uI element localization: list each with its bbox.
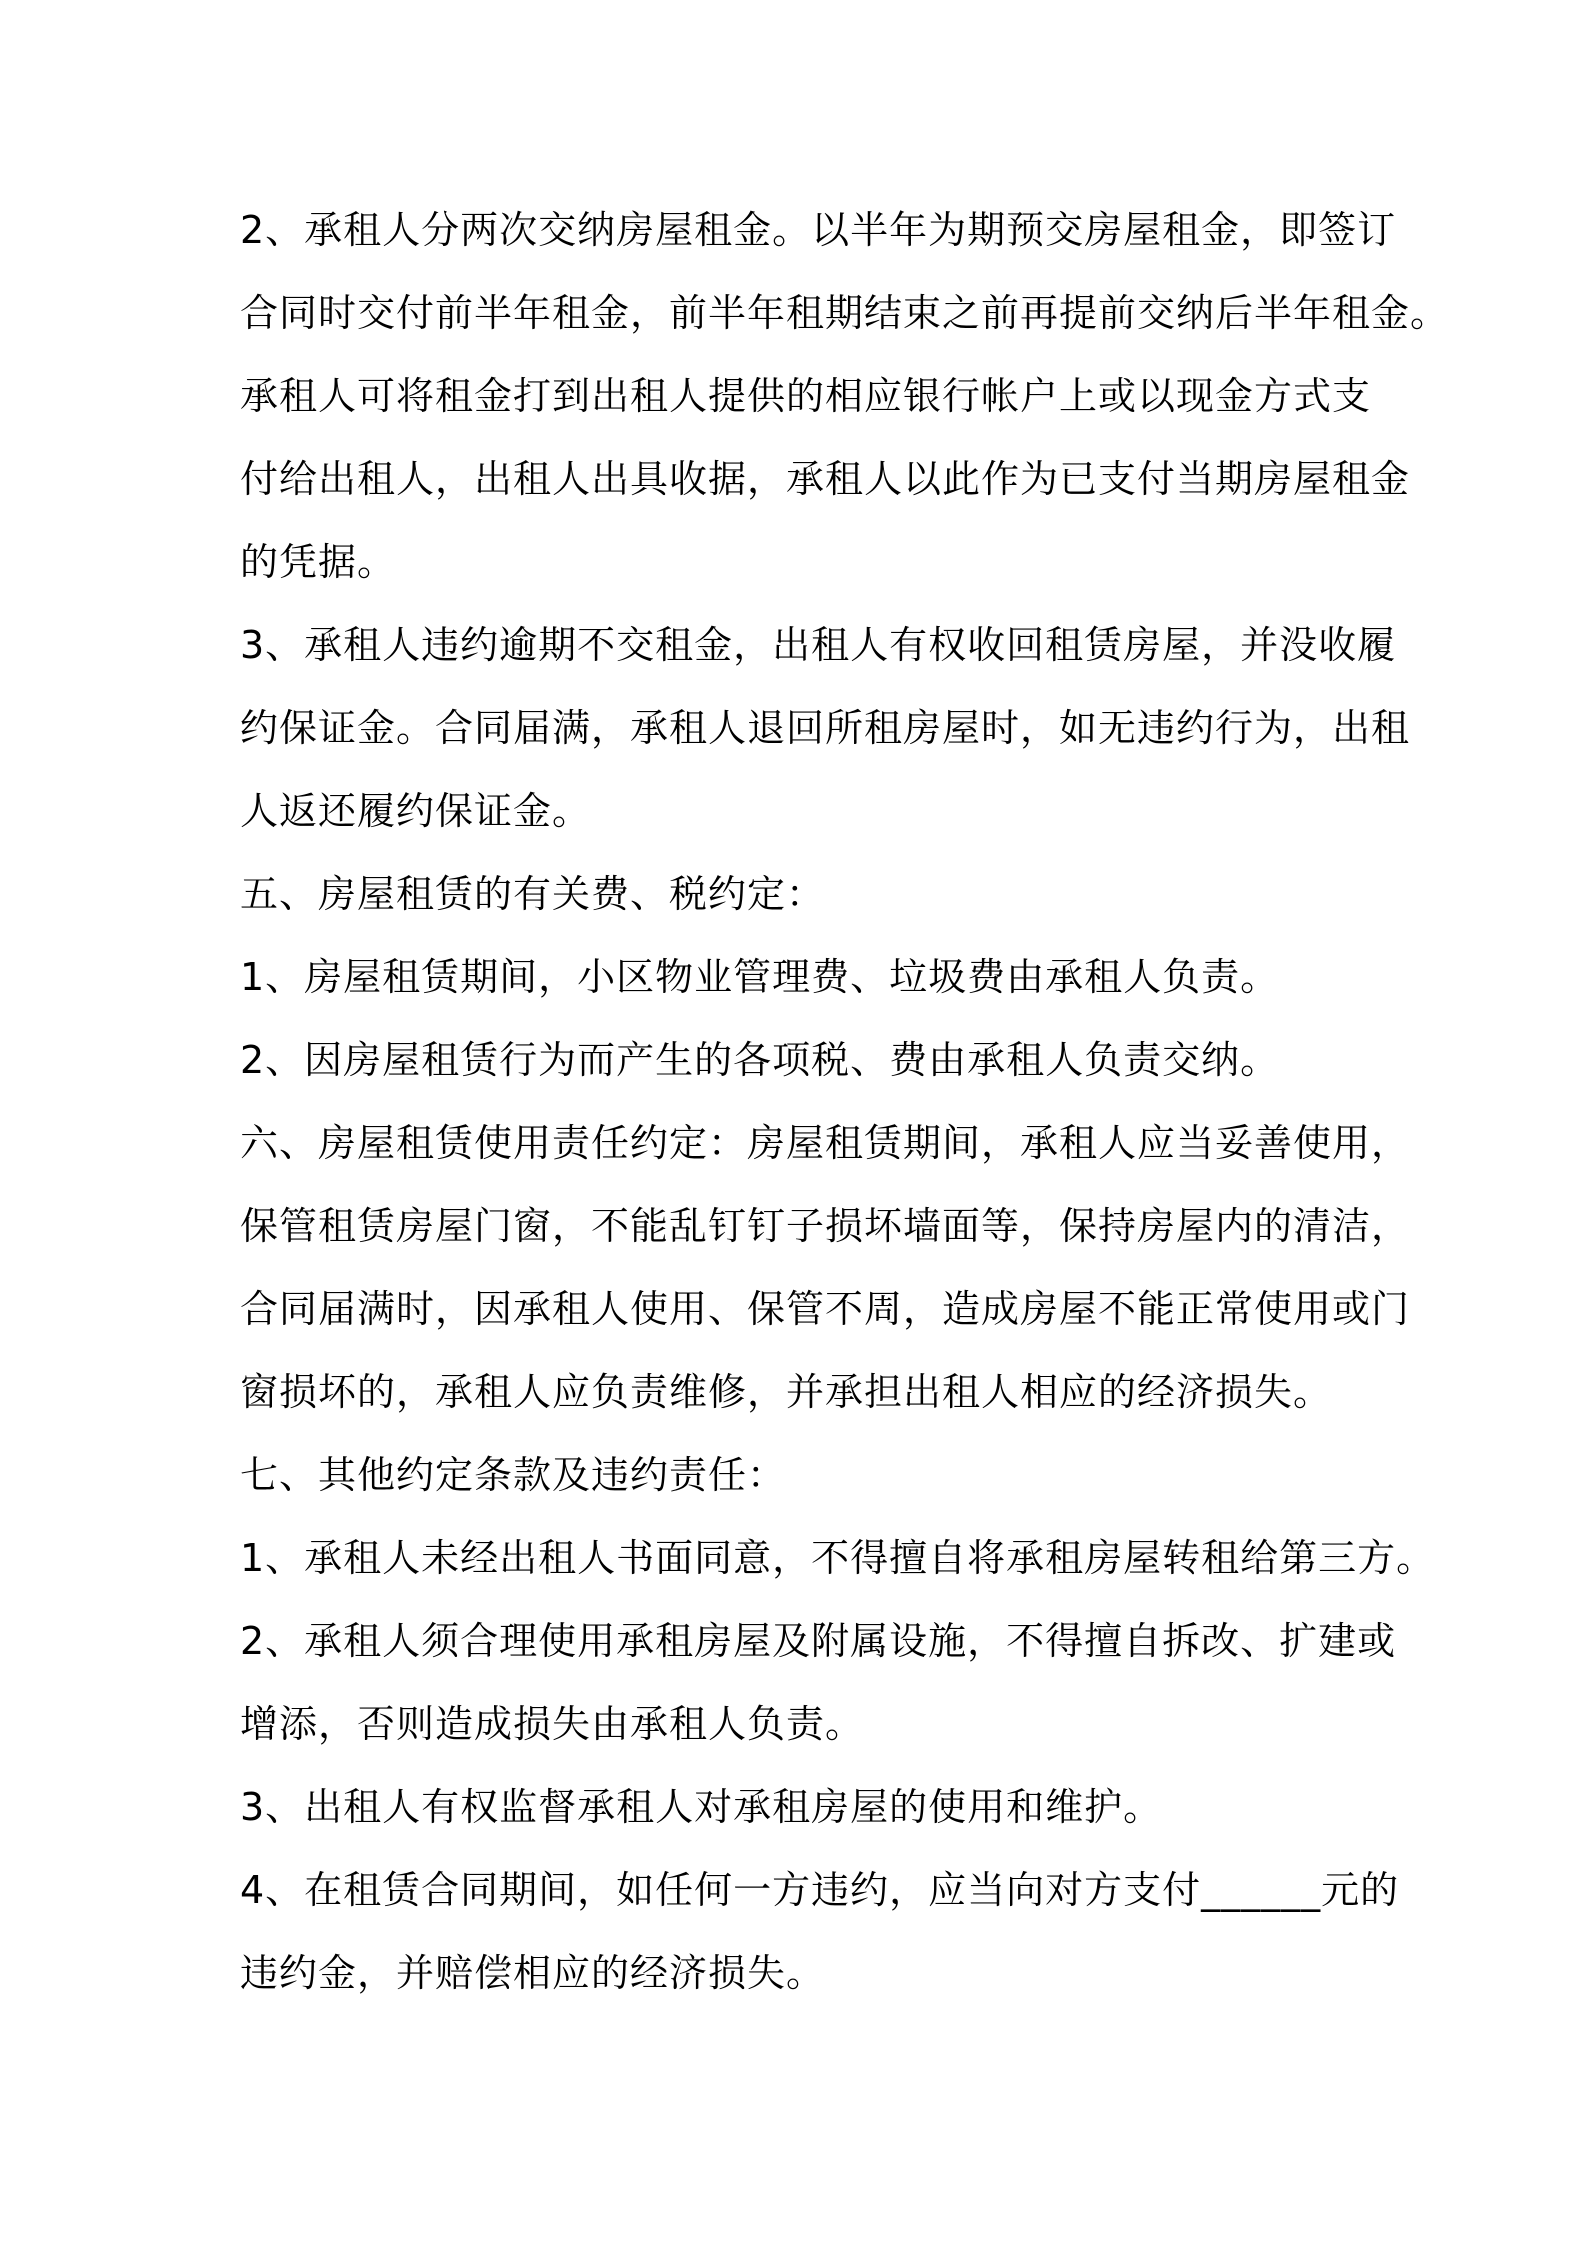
text-line: 3、出租人有权监督承租人对承租房屋的使用和维护。 — [240, 1785, 1163, 1829]
text-line: 2、因房屋租赁行为而产生的各项税、费由承租人负责交纳。 — [240, 1038, 1280, 1082]
text-line: 增添，否则造成损失由承租人负责。 — [240, 1702, 865, 1746]
text-line: 1、房屋租赁期间，小区物业管理费、垃圾费由承租人负责。 — [240, 955, 1280, 999]
text-line: 的凭据。 — [240, 540, 397, 584]
section-heading: 五、房屋租赁的有关费、税约定： — [240, 872, 826, 916]
text-line: 1、承租人未经出租人书面同意，不得擅自将承租房屋转租给第三方。 — [240, 1536, 1436, 1580]
text-line: 4、在租赁合同期间，如任何一方违约，应当向对方支付______元的 — [240, 1868, 1400, 1912]
section-heading: 七、其他约定条款及违约责任： — [240, 1453, 787, 1497]
text-line: 3、承租人违约逾期不交租金，出租人有权收回租赁房屋，并没收履 — [240, 623, 1397, 667]
text-line: 人返还履约保证金。 — [240, 789, 592, 833]
text-line: 合同时交付前半年租金，前半年租期结束之前再提前交纳后半年租金。 — [240, 291, 1450, 335]
section-heading: 六、房屋租赁使用责任约定：房屋租赁期间，承租人应当妥善使用， — [240, 1121, 1411, 1165]
text-line: 合同届满时，因承租人使用、保管不周，造成房屋不能正常使用或门 — [240, 1287, 1411, 1331]
text-line: 2、承租人须合理使用承租房屋及附属设施，不得擅自拆改、扩建或 — [240, 1619, 1397, 1663]
text-line: 窗损坏的，承租人应负责维修，并承担出租人相应的经济损失。 — [240, 1370, 1333, 1414]
text-line: 承租人可将租金打到出租人提供的相应银行帐户上或以现金方式支 — [240, 374, 1372, 418]
text-line: 保管租赁房屋门窗，不能乱钉钉子损坏墙面等，保持房屋内的清洁， — [240, 1204, 1411, 1248]
text-line: 约保证金。合同届满，承租人退回所租房屋时，如无违约行为，出租 — [240, 706, 1411, 750]
text-line: 违约金，并赔偿相应的经济损失。 — [240, 1951, 826, 1995]
text-line: 付给出租人，出租人出具收据，承租人以此作为已支付当期房屋租金 — [240, 457, 1411, 501]
text-line: 2、承租人分两次交纳房屋租金。以半年为期预交房屋租金，即签订 — [240, 208, 1397, 252]
